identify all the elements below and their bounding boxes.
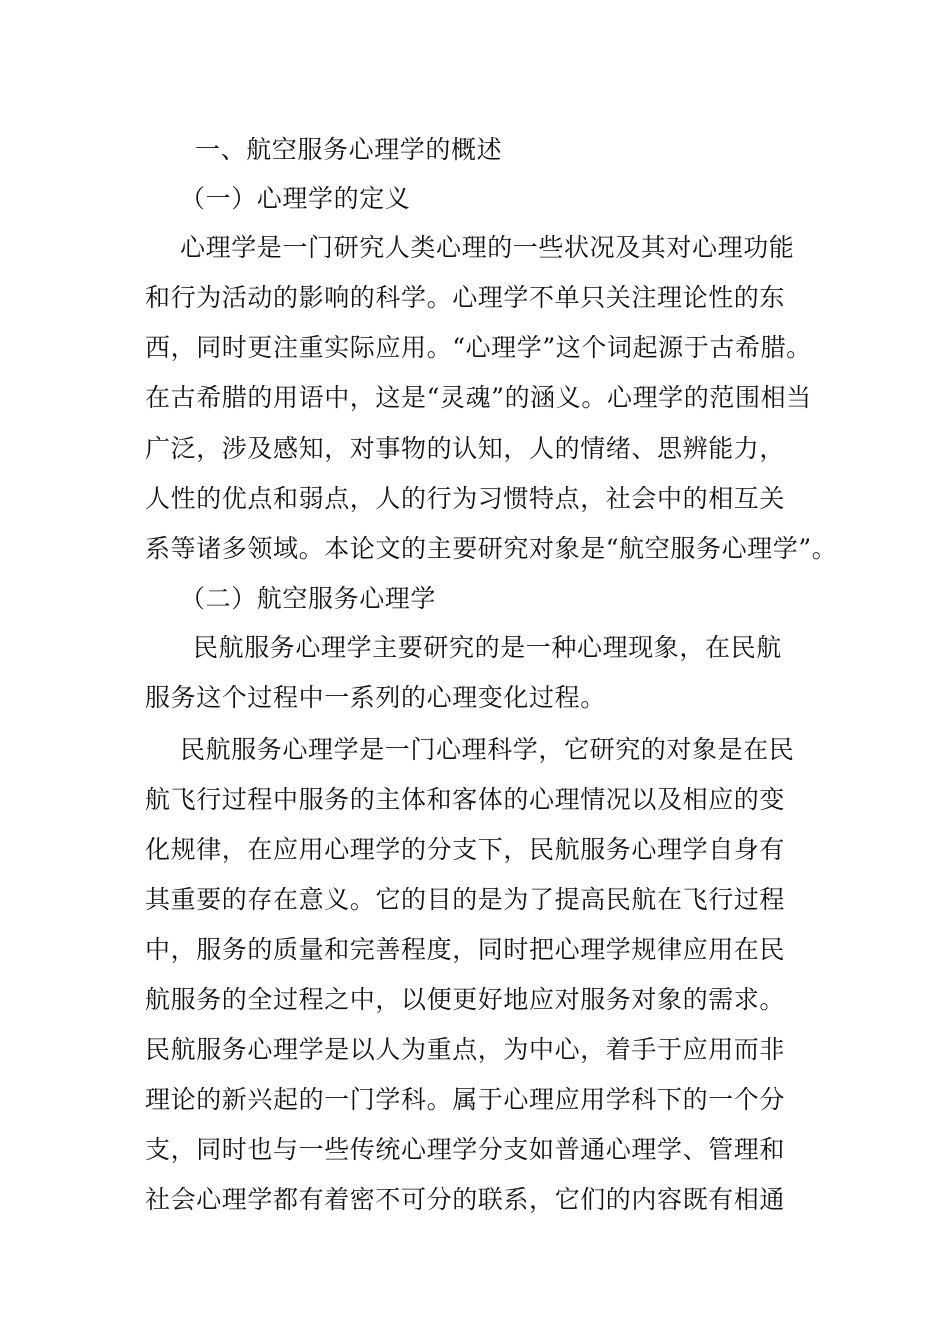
paragraph-line: 支，同时也与一些传统心理学分支如普通心理学、管理和 — [145, 1135, 786, 1164]
paragraph-line: 心理学是一门研究人类心理的一些状况及其对心理功能 — [180, 233, 795, 262]
subsection-title-1: （一）心理学的定义 — [180, 184, 411, 213]
paragraph-line: 民航服务心理学是一门心理科学，它研究的对象是在民 — [180, 735, 795, 764]
paragraph-line: 其重要的存在意义。它的目的是为了提高民航在飞行过程 — [145, 885, 786, 914]
paragraph-line: 服务这个过程中一系列的心理变化过程。 — [145, 683, 606, 712]
paragraph-line: 航飞行过程中服务的主体和客体的心理情况以及相应的变 — [145, 785, 786, 814]
subsection-title-2: （二）航空服务心理学 — [180, 584, 437, 613]
paragraph-line: 中，服务的质量和完善程度，同时把心理学规律应用在民 — [145, 935, 786, 964]
paragraph-line: 航服务的全过程之中，以便更好地应对服务对象的需求。 — [145, 985, 786, 1014]
paragraph-line: 广泛，涉及感知，对事物的认知，人的情绪、思辨能力， — [145, 434, 786, 463]
paragraph-line: 在古希腊的用语中，这是“灵魂”的涵义。心理学的范围相当 — [145, 383, 812, 412]
paragraph-line: 民航服务心理学是以人为重点，为中心，着手于应用而非 — [145, 1035, 786, 1064]
section-heading: 一、航空服务心理学的概述 — [195, 135, 503, 164]
paragraph-line: 西，同时更注重实际应用。“心理学”这个词起源于古希腊。 — [145, 333, 812, 362]
paragraph-line: 系等诸多领域。本论文的主要研究对象是“航空服务心理学”。 — [145, 534, 838, 563]
paragraph-line: 民航服务心理学主要研究的是一种心理现象，在民航 — [193, 633, 782, 662]
paragraph-line: 和行为活动的影响的科学。心理学不单只关注理论性的东 — [145, 283, 786, 312]
paragraph-line: 社会心理学都有着密不可分的联系，它们的内容既有相通 — [145, 1185, 786, 1214]
paragraph-line: 化规律，在应用心理学的分支下，民航服务心理学自身有 — [145, 835, 786, 864]
paragraph-line: 理论的新兴起的一门学科。属于心理应用学科下的一个分 — [145, 1085, 786, 1114]
paragraph-line: 人性的优点和弱点，人的行为习惯特点，社会中的相互关 — [145, 484, 786, 513]
